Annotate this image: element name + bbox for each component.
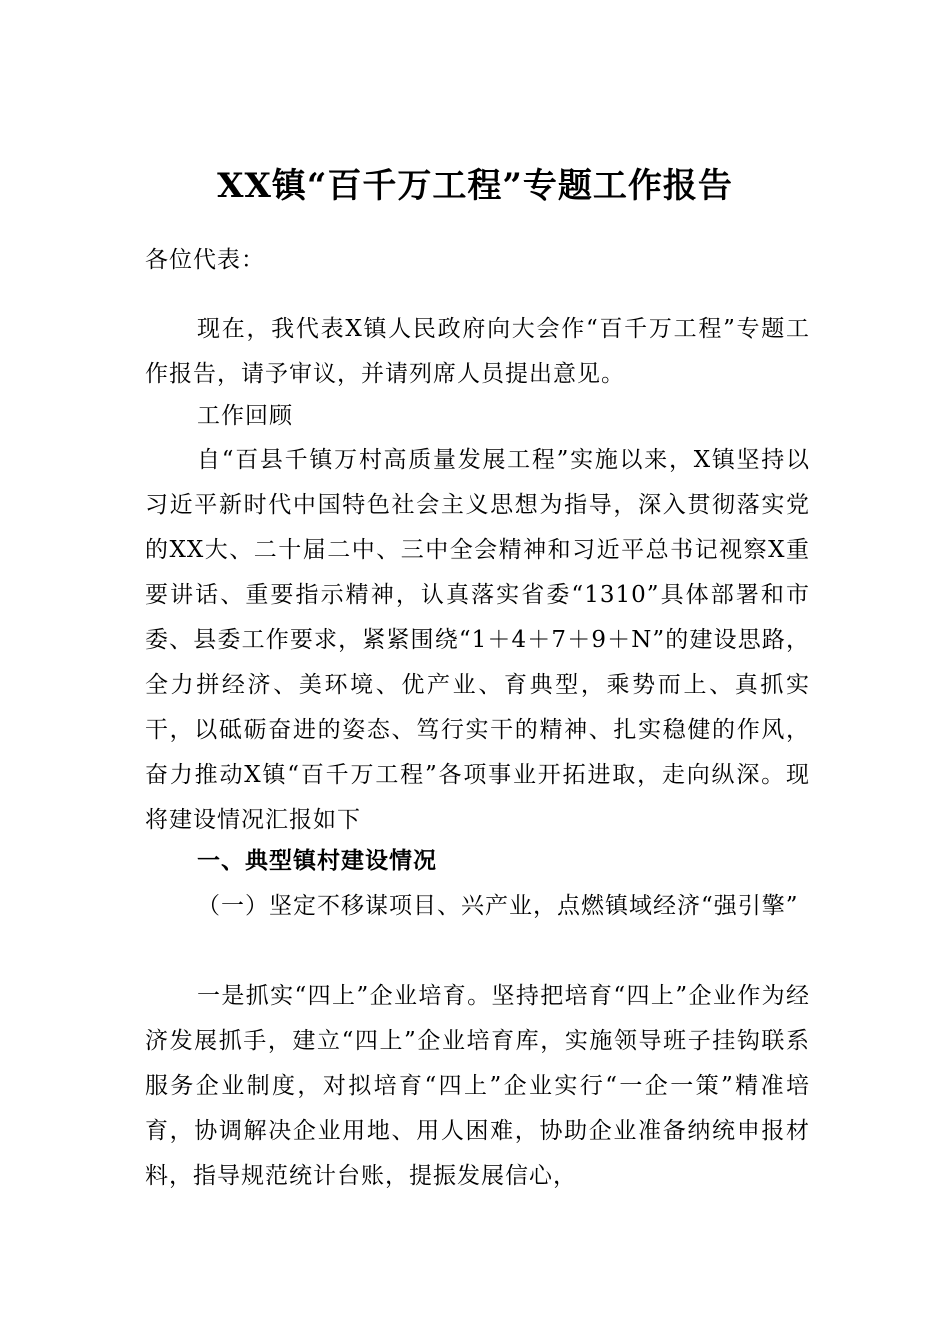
section-review-label: 工作回顾 xyxy=(197,403,293,429)
main-paragraph: 自“百县千镇万村高质量发展工程”实施以来，X镇坚持以习近平新时代中国特色社会主义思想为指导，深入贯彻落实党的XX大、二十届二中、三中全会精神和习近平总书记视察X重要讲话、重要指示精神，认真落实省委“1310”具体部署和市委、县委工作要求，紧紧围绕“1＋4＋7＋9＋N”的建设思路，全力拼经济、美环境、优产业、育典型，乘势而上、真抓实干，以砥砺奋进的姿态、笃行实干的精神、扎实稳健的作风，奋力推动X镇“百千万工程”各项事业开拓进取，走向纵深。现将建设情况汇报如下 xyxy=(145,447,810,833)
report-title: XX镇“百千万工程”专题工作报告 xyxy=(217,166,733,206)
heading-level-2: （一）坚定不移谋项目、兴产业，点燃镇域经济“强引擎” xyxy=(197,893,799,919)
salutation: 各位代表： xyxy=(145,247,265,273)
point-paragraph: 一是抓实“四上”企业培育。坚持把培育“四上”企业作为经济发展抓手，建立“四上”企业培育库，实施领导班子挂钩联系服务企业制度，对拟培育“四上”企业实行“一企一策”精准培育，协调解决企业用地、用人困难，协助企业准备纳统申报材料，指导规范统计台账，提振发展信心， xyxy=(145,983,810,1189)
intro-paragraph: 现在，我代表X镇人民政府向大会作“百千万工程”专题工作报告，请予审议，并请列席人员提出意见。 xyxy=(145,316,810,387)
heading-level-1: 一、典型镇村建设情况 xyxy=(197,848,437,874)
